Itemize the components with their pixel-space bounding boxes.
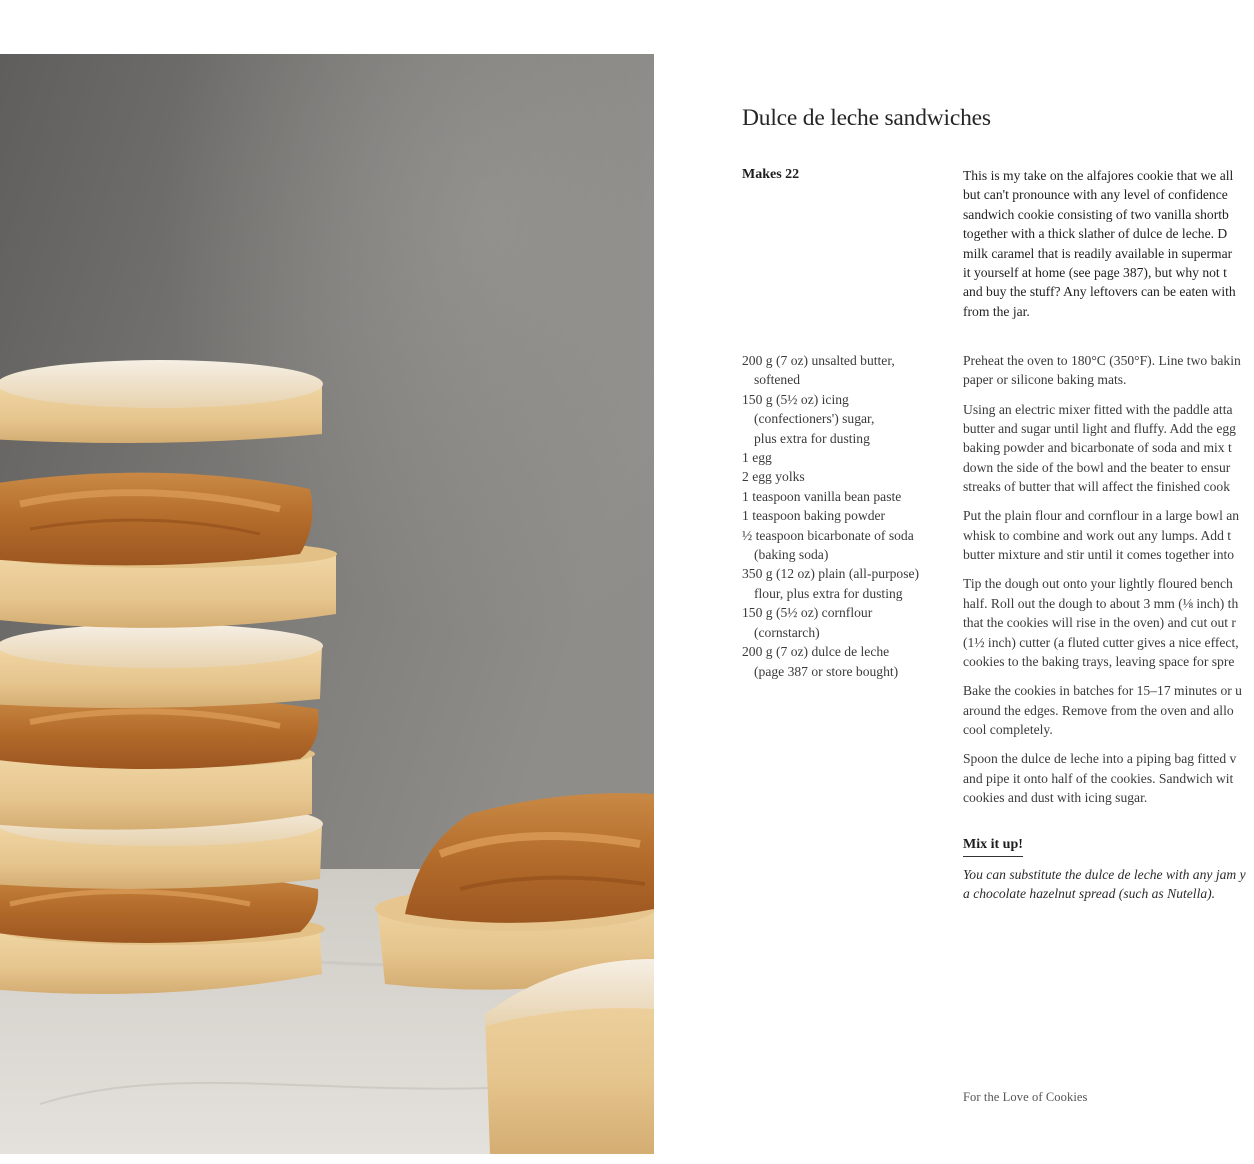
ingredient-line: 150 g (5½ oz) icing	[742, 391, 849, 407]
method-step	[963, 749, 1254, 807]
ingredient-line: 200 g (7 oz) unsalted butter,	[742, 353, 895, 368]
ingredient-line: softened	[754, 372, 801, 388]
ingredient-line: (page 387 or store bought)	[754, 663, 899, 679]
recipe-intro	[963, 166, 1254, 321]
ingredient-line: 200 g (7 oz) dulce de leche	[742, 644, 890, 660]
recipe-title: Dulce de leche sandwiches	[742, 105, 991, 131]
tip-text	[963, 865, 1254, 904]
ingredient-line: 150 g (5½ oz) cornflour	[742, 605, 873, 621]
ingredient-line: (baking soda)	[754, 547, 829, 563]
ingredient-item	[742, 506, 952, 525]
intro-line: milk caramel that is readily available in supermar	[963, 245, 1233, 261]
ingredient-line: flour, plus extra for dusting	[754, 585, 903, 601]
method-line: Using an electric mixer fitted with the paddle atta	[963, 401, 1233, 417]
method-step	[963, 574, 1254, 671]
page-footer-book-title: For the Love of Cookies	[963, 1090, 1088, 1104]
ingredient-list	[742, 351, 952, 681]
ingredient-item	[742, 603, 952, 642]
method-step	[963, 400, 1254, 497]
method-line: whisk to combine and work out any lumps. Add t	[963, 527, 1232, 543]
recipe-yield: Makes 22	[742, 167, 800, 182]
method-line: (1½ inch) cutter (a fluted cutter gives a nice effect,	[963, 634, 1239, 650]
method-line: cookies and dust with icing sugar.	[963, 790, 1148, 806]
ingredient-item	[742, 448, 952, 467]
intro-line: together with a thick slather of dulce de leche. D	[963, 226, 1228, 242]
ingredient-item	[742, 564, 952, 603]
method-line: Spoon the dulce de leche into a piping bag fitted v	[963, 751, 1237, 767]
method-line: Bake the cookies in batches for 15–17 minutes or u	[963, 683, 1242, 699]
intro-line: from the jar.	[963, 303, 1030, 319]
method-line: butter and sugar until light and fluffy. Add the egg	[963, 421, 1236, 437]
ingredient-line: 2 egg yolks	[742, 469, 805, 485]
method-line: Put the plain flour and cornflour in a large bowl an	[963, 508, 1240, 524]
ingredient-line: ½ teaspoon bicarbonate of soda	[742, 527, 914, 543]
ingredient-item	[742, 390, 952, 448]
ingredient-line: 1 teaspoon baking powder	[742, 508, 886, 524]
ingredient-line: (cornstarch)	[754, 624, 820, 640]
method-line: that the cookies will rise in the oven) and cut out r	[963, 615, 1236, 631]
intro-line: it yourself at home (see page 387), but why not t	[963, 265, 1227, 281]
method-line: Preheat the oven to 180°C (350°F). Line two bakin	[963, 353, 1241, 368]
ingredient-line: 350 g (12 oz) plain (all-purpose)	[742, 566, 920, 582]
method-line: paper or silicone baking mats.	[963, 372, 1127, 388]
method-line: half. Roll out the dough to about 3 mm (⅛ inch) th	[963, 595, 1239, 611]
intro-line: but can't pronounce with any level of confidence	[963, 187, 1228, 203]
method-line: and pipe it onto half of the cookies. Sandwich wit	[963, 770, 1234, 786]
method-line: Tip the dough out onto your lightly floured bench	[963, 576, 1233, 592]
method-step	[963, 506, 1254, 564]
intro-line: and buy the stuff? Any leftovers can be eaten with	[963, 284, 1236, 300]
tip-line: You can substitute the dulce de leche with any jam y	[963, 867, 1246, 882]
ingredient-line: plus extra for dusting	[754, 430, 870, 446]
method-steps	[963, 351, 1254, 817]
method-line: streaks of butter that will affect the finished cook	[963, 479, 1231, 495]
ingredient-line: 1 teaspoon vanilla bean paste	[742, 488, 902, 504]
ingredient-item	[742, 526, 952, 565]
ingredient-item	[742, 467, 952, 486]
method-line: butter mixture and stir until it comes together into	[963, 547, 1235, 563]
tip-heading: Mix it up!	[963, 836, 1023, 857]
method-line: down the side of the bowl and the beater to ensur	[963, 459, 1231, 475]
method-step	[963, 351, 1254, 390]
method-line: baking powder and bicarbonate of soda and mix t	[963, 440, 1232, 456]
ingredient-item	[742, 487, 952, 506]
intro-line: This is my take on the alfajores cookie that we all	[963, 168, 1234, 183]
method-line: cool completely.	[963, 722, 1053, 738]
recipe-photo	[0, 54, 654, 1154]
method-line: cookies to the baking trays, leaving space for spre	[963, 654, 1235, 670]
ingredient-line: (confectioners') sugar,	[754, 411, 875, 427]
ingredient-item	[742, 642, 952, 681]
ingredient-line: 1 egg	[742, 450, 772, 466]
cookie-stack-illustration	[0, 54, 654, 1154]
tip-line: a chocolate hazelnut spread (such as Nutella).	[963, 886, 1216, 902]
ingredient-item	[742, 351, 952, 390]
intro-line: sandwich cookie consisting of two vanilla shortb	[963, 206, 1229, 222]
method-step	[963, 681, 1254, 739]
method-line: around the edges. Remove from the oven and allo	[963, 702, 1234, 718]
